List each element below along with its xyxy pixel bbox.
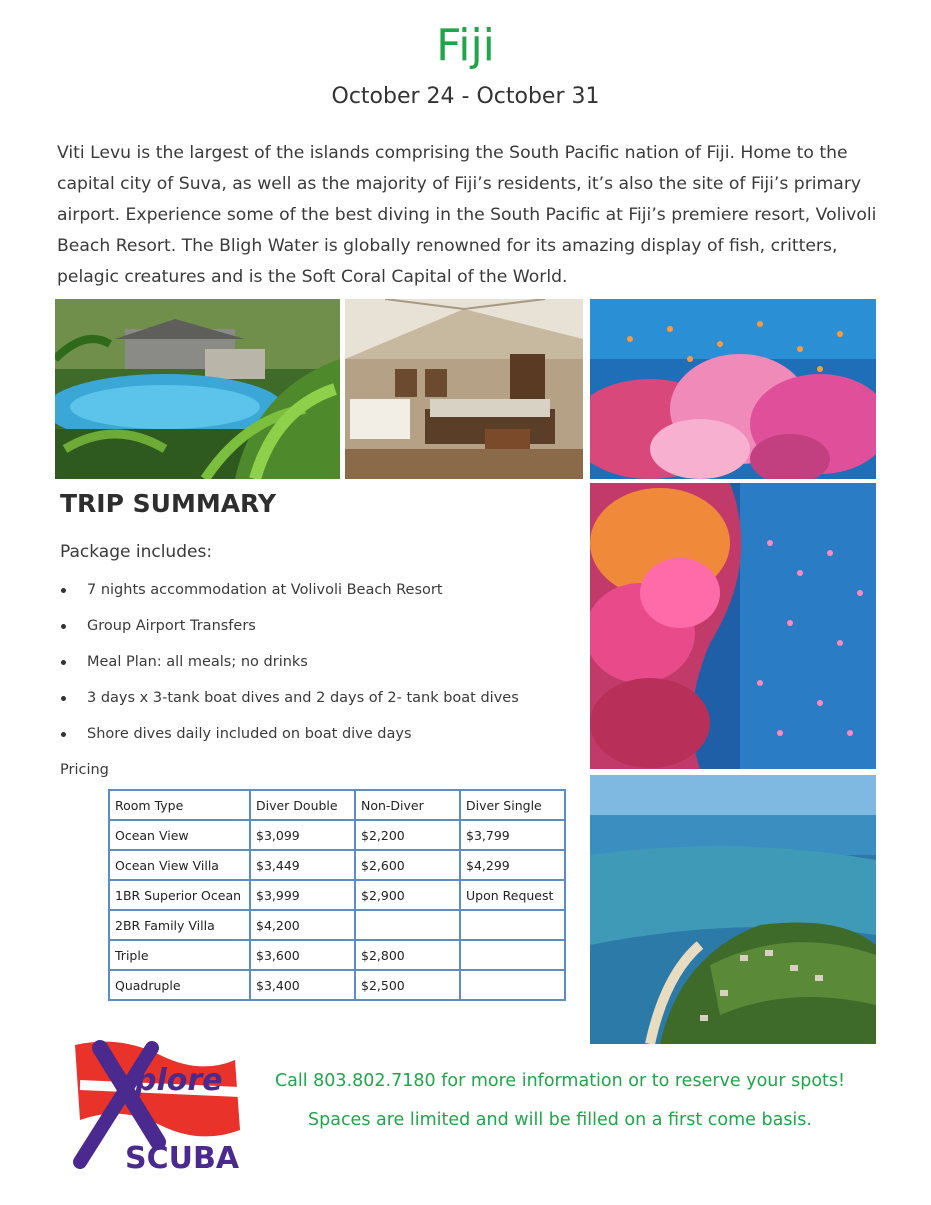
table-cell: $3,099 [250,820,355,850]
contact-call-line: Call 803.802.7180 for more information or to reserve your spots! [274,1071,846,1091]
table-cell: $2,600 [355,850,460,880]
table-row [109,970,565,1000]
table-cell: $3,400 [250,970,355,1000]
table-cell: $2,500 [355,970,460,1000]
aerial-island-photo [590,775,876,1044]
table-header-cell: Diver Single [460,790,565,820]
table-header-cell: Room Type [109,790,250,820]
table-cell: Ocean View [109,820,250,850]
list-item: 3 days x 3-tank boat dives and 2 days of 2- tank boat dives [60,686,580,722]
table-cell: $2,900 [355,880,460,910]
table-cell: $4,200 [250,910,355,940]
table-header-cell: Non-Diver [355,790,460,820]
table-row [109,910,565,940]
table-cell: 1BR Superior Ocean [109,880,250,910]
table-cell: 2BR Family Villa [109,910,250,940]
table-cell: $4,299 [460,850,565,880]
svg-text:plore: plore [135,1063,223,1098]
table-cell: Triple [109,940,250,970]
xplore-scuba-logo [40,1030,250,1175]
availability-note: Spaces are limited and will be filled on a first come basis. [308,1110,812,1130]
list-item: Meal Plan: all meals; no drinks [60,650,580,686]
package-includes-label: Package includes: [60,542,213,562]
resort-pool-photo [55,299,340,479]
table-cell [355,910,460,940]
table-cell: Ocean View Villa [109,850,250,880]
table-row [109,940,565,970]
table-header-cell: Diver Double [250,790,355,820]
trip-summary-heading: TRIP SUMMARY [60,489,277,518]
list-item: Group Airport Transfers [60,614,580,650]
package-includes-list [60,578,580,758]
svg-text:SCUBA: SCUBA [125,1141,240,1175]
table-cell: $3,449 [250,850,355,880]
table-row [109,880,565,910]
pricing-label: Pricing [60,762,109,778]
table-cell [460,910,565,940]
table-cell: Quadruple [109,970,250,1000]
intro-paragraph: Viti Levu is the largest of the islands comprising the South Pacific nation of Fiji. Home to the capital city of Suva, as well as the majority of Fiji’s residents, it’s also the site of Fiji’s primary airport. Experience some of the best diving in the South Pacific at Fiji’s premiere resort, Volivoli Beach Resort. The Bligh Water is globally renowned for its amazing display of fish, critters, pelagic creatures and is the Soft Coral Capital of the World. [57,143,877,287]
table-cell: Upon Request [460,880,565,910]
table-cell: $2,800 [355,940,460,970]
coral-reef-photo [590,299,876,479]
table-row [109,850,565,880]
list-item: 7 nights accommodation at Volivoli Beach Resort [60,578,580,614]
table-cell: $2,200 [355,820,460,850]
table-header-row [109,790,565,820]
table-cell [460,940,565,970]
table-cell: $3,799 [460,820,565,850]
table-cell: $3,600 [250,940,355,970]
table-cell [460,970,565,1000]
resort-room-photo [345,299,583,479]
table-cell: $3,999 [250,880,355,910]
page-title: Fiji [436,20,495,71]
pricing-table [108,789,566,1001]
coral-wall-photo [590,483,876,769]
trip-dates: October 24 - October 31 [331,84,600,109]
list-item: Shore dives daily included on boat dive days [60,722,580,758]
table-row [109,820,565,850]
